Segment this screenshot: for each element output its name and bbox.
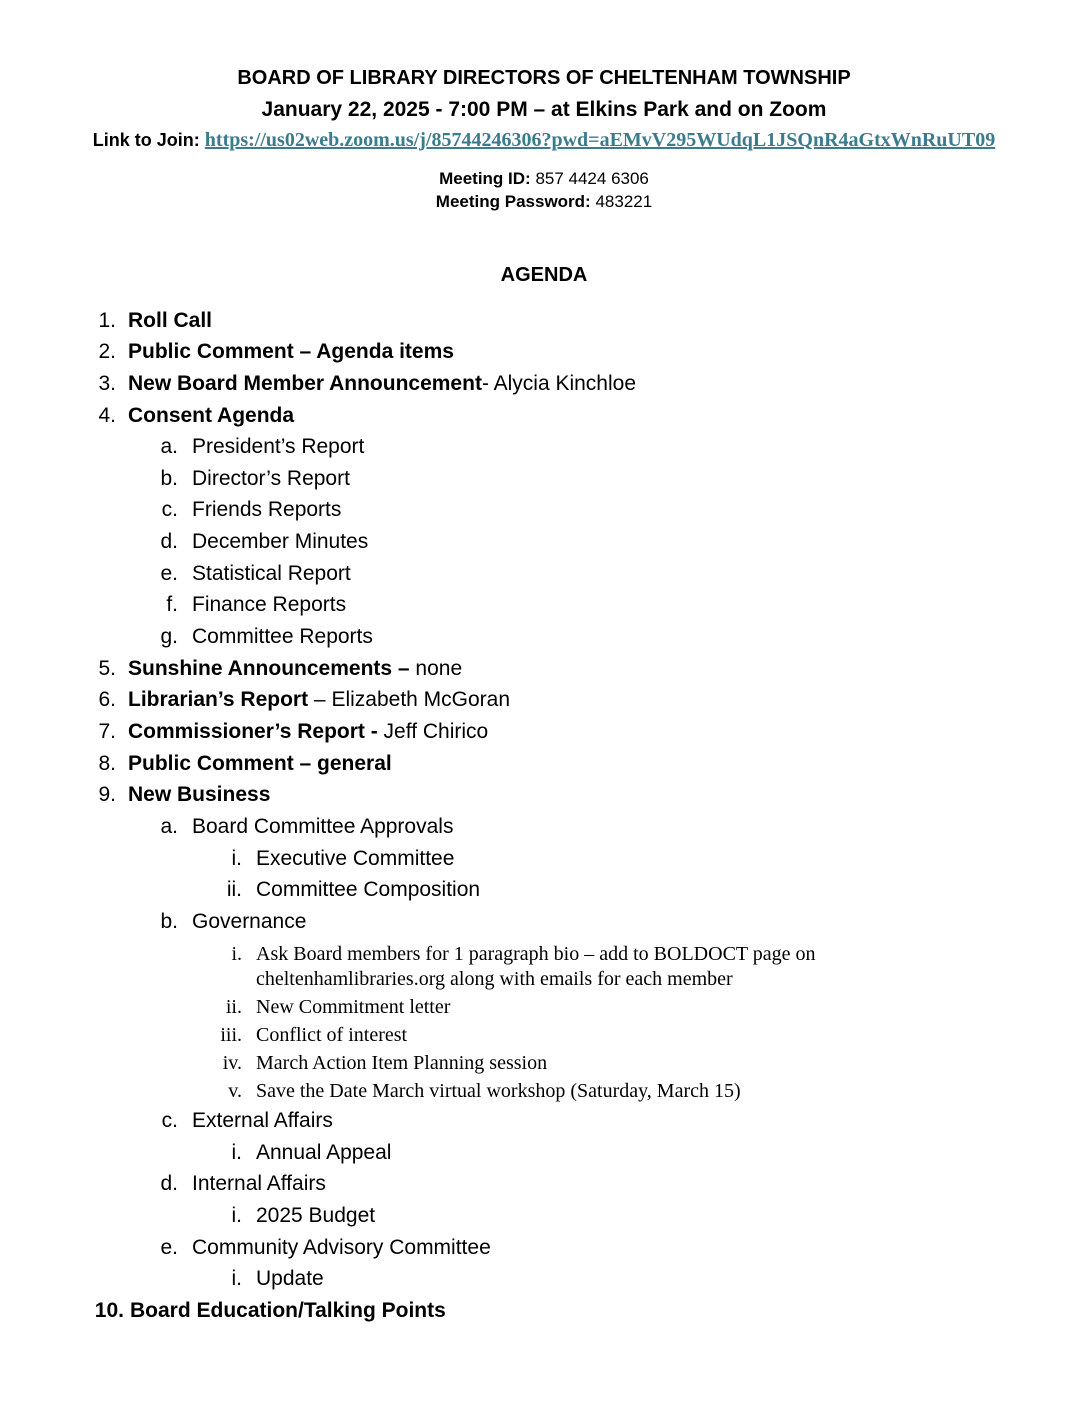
item-number: 3. (98, 372, 116, 395)
subsubitem-numeral: i. (231, 1141, 242, 1164)
subitem-text: Committee Reports (192, 625, 373, 648)
item-number: 8. (98, 752, 116, 775)
subsubitem-text: Executive Committee (256, 847, 455, 870)
subitem-text: President’s Report (192, 435, 365, 458)
subsubitem-numeral: iii. (220, 1024, 242, 1046)
document-title: BOARD OF LIBRARY DIRECTORS OF CHELTENHAM TOWNSHIP (237, 67, 851, 89)
subsubitem-numeral: i. (231, 943, 242, 965)
item-number: 1. (98, 309, 116, 332)
subsubitem-numeral: iv. (222, 1052, 242, 1074)
meeting-password-value: 483221 (595, 192, 653, 211)
subsubitem-text: New Commitment letter (256, 996, 451, 1018)
subitem-text: External Affairs (192, 1109, 333, 1132)
join-link-label: Link to Join: (92, 130, 200, 150)
item-title: New Business (128, 783, 271, 806)
item-number: 2. (98, 340, 116, 363)
subsubitem-numeral: ii. (225, 996, 242, 1018)
join-link-line (0, 129, 1088, 152)
meeting-password-label: Meeting Password: (435, 192, 591, 211)
subitem-letter: e. (160, 562, 178, 585)
item-title: New Board Member Announcement (128, 372, 482, 395)
subitem-letter: c. (161, 1109, 178, 1132)
item-number: 10. (94, 1299, 124, 1322)
item-title: Librarian’s Report (128, 688, 309, 711)
subitem-letter: a. (160, 435, 178, 458)
subitem-letter: f. (166, 593, 178, 616)
subitem-letter: d. (160, 1172, 178, 1195)
meeting-id-value: 857 4424 6306 (535, 169, 649, 188)
item-detail: none (409, 657, 463, 680)
subitem-text: Governance (192, 910, 307, 933)
subsubitem-numeral: i. (231, 1267, 242, 1290)
subsubitem-text: March Action Item Planning session (256, 1052, 548, 1074)
subitem-text: Board Committee Approvals (192, 815, 454, 838)
item-detail: – Elizabeth McGoran (308, 688, 511, 711)
subitem-text: Friends Reports (192, 498, 342, 521)
item-number: 4. (98, 404, 116, 427)
subsubitem-text: Committee Composition (256, 878, 481, 901)
item-number: 7. (98, 720, 116, 743)
subitem-text: Community Advisory Committee (192, 1236, 491, 1259)
item-number: 6. (98, 688, 116, 711)
subsubitem-text: cheltenhamlibraries.org along with emails for each member (256, 968, 733, 990)
subsubitem-text: Ask Board members for 1 paragraph bio – add to BOLDOCT page on (256, 943, 816, 965)
subitem-text: Director’s Report (192, 467, 350, 490)
item-detail: - Alycia Kinchloe (481, 372, 637, 395)
meeting-id-label: Meeting ID: (439, 169, 531, 188)
subsubitem-text: 2025 Budget (256, 1204, 376, 1227)
subitem-letter: b. (160, 467, 178, 490)
item-title: Public Comment – general (128, 752, 392, 775)
subsubitem-numeral: ii. (226, 878, 242, 901)
subitem-letter: b. (160, 910, 178, 933)
item-title: Board Education/Talking Points (130, 1299, 446, 1322)
subsubitem-text: Conflict of interest (256, 1024, 408, 1046)
subsubitem-numeral: i. (231, 1204, 242, 1227)
subitem-letter: d. (160, 530, 178, 553)
item-detail: Jeff Chirico (377, 720, 489, 743)
meeting-date-line: January 22, 2025 - 7:00 PM – at Elkins Park and on Zoom (261, 98, 827, 121)
item-number: 9. (98, 783, 116, 806)
subitem-text: Finance Reports (192, 593, 347, 616)
subitem-letter: g. (160, 625, 178, 648)
subitem-text: Internal Affairs (192, 1172, 326, 1195)
subitem-letter: e. (160, 1236, 178, 1259)
meeting-password-line (0, 192, 1088, 212)
agenda-heading: AGENDA (500, 264, 588, 286)
item-title: Sunshine Announcements – (128, 657, 410, 680)
item-title: Public Comment – Agenda items (128, 340, 454, 363)
subitem-letter: a. (160, 815, 178, 838)
subsubitem-numeral: i. (231, 847, 242, 870)
zoom-join-link[interactable]: https://us02web.zoom.us/j/85744246306?pwd=aEMvV295WUdqL1JSQnR4aGtxWnRuUT09 (204, 129, 996, 151)
subitem-letter: c. (161, 498, 178, 521)
subsubitem-text: Annual Appeal (256, 1141, 392, 1164)
subitem-text: Statistical Report (192, 562, 351, 585)
subsubitem-numeral: v. (228, 1080, 242, 1102)
item-title: Consent Agenda (128, 404, 295, 427)
subitem-text: December Minutes (192, 530, 369, 553)
item-number: 5. (98, 657, 116, 680)
item-title: Roll Call (128, 309, 213, 332)
item-title: Commissioner’s Report - (128, 720, 378, 743)
subsubitem-text: Update (256, 1267, 324, 1290)
meeting-id-line (0, 169, 1088, 189)
subsubitem-text: Save the Date March virtual workshop (Saturday, March 15) (256, 1080, 741, 1102)
